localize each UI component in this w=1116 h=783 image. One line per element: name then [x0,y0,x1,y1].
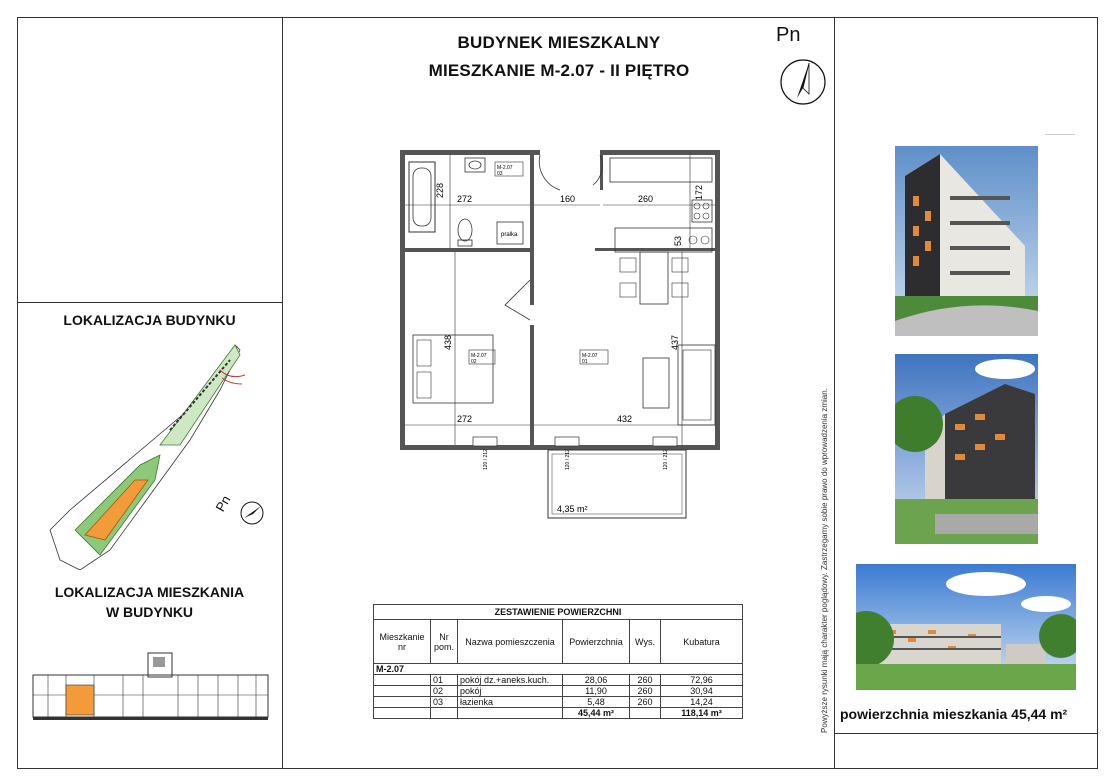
dim-kitchen-height-2: 53 [673,235,683,246]
building-location-title: LOKALIZACJA BUDYNKU [63,312,236,328]
window-1-label: 120 / 212 [483,449,489,470]
room-name: łazienka [458,697,563,708]
dim-bath-width: 272 [457,194,473,204]
total-area: 45,44 m² [563,708,630,719]
disclaimer-note: Powyższe rysunki mają charakter poglądowy. Zastrzegamy sobie prawo do wprowadzenia zmian. [820,388,829,733]
dim-bed-height: 438 [443,334,453,350]
table-row [374,686,743,697]
col-volume: Kubatura [661,620,743,664]
total-volume: 118,14 m³ [661,708,743,719]
table-row [374,675,743,686]
dim-hall-width: 160 [560,194,576,204]
window-2-label: 120 / 212 [565,449,571,470]
north-arrow-icon [779,58,827,106]
dim-living-width: 432 [617,414,633,424]
room-area: 28,06 [563,675,630,686]
balcony-area: 4,35 m² [557,504,588,514]
room-height: 260 [630,697,661,708]
room-tag-01: M-2.07 [582,353,598,359]
building-floor-key-plan [28,645,273,725]
room-height: 260 [630,675,661,686]
apartment-location-title-line2: W BUDYNKU [105,604,194,620]
room-volume: 72,96 [661,675,743,686]
room-tag-03-no: 03 [497,171,503,177]
room-name: pokój [458,686,563,697]
building-render-3 [856,564,1076,690]
room-no: 01 [431,675,458,686]
room-tag-02-no: 02 [471,359,477,365]
dim-bed-width: 272 [457,414,473,424]
table-row [374,697,743,708]
room-tag-01-no: 01 [582,359,588,365]
room-tag-03: M-2.07 [497,165,513,171]
site-north-arrow-icon [239,500,265,526]
site-plan [40,330,270,570]
col-room-name: Nazwa pomieszczenia [458,620,563,664]
page-title-line2: MIESZKANIE M-2.07 - II PIĘTRO [428,61,690,80]
room-name: pokój dz.+aneks.kuch. [458,675,563,686]
col-room-no: Nr pom. [431,620,458,664]
room-area: 11,90 [563,686,630,697]
col-area: Powierzchnia [563,620,630,664]
room-volume: 30,94 [661,686,743,697]
building-render-1 [895,146,1038,336]
room-volume: 14,24 [661,697,743,708]
room-no: 02 [431,686,458,697]
room-height: 260 [630,686,661,697]
left-divider [282,17,283,769]
col-apartment: Mieszkanie nr [374,620,431,664]
dim-bath-height: 228 [435,182,445,198]
page-title-line1: BUDYNEK MIESZKALNY [457,33,661,52]
apartment-id: M-2.07 [374,664,743,675]
apartment-location-title-line1: LOKALIZACJA MIESZKANIA [54,584,245,600]
areas-table-title: ZESTAWIENIE POWIERZCHNI [374,605,743,620]
right-bottom-divider [834,733,1098,734]
north-label: Pn [776,24,801,46]
building-render-2 [895,354,1038,544]
window-3-label: 120 / 212 [663,449,669,470]
room-tag-02: M-2.07 [471,353,487,359]
dim-living-height: 437 [670,334,680,350]
left-top-divider [17,302,282,303]
apartment-total-area: powierzchnia mieszkania 45,44 m² [840,706,1068,722]
right-divider [834,17,835,769]
room-no: 03 [431,697,458,708]
washer-label: pralka [501,232,518,238]
room-area: 5,48 [563,697,630,708]
site-north-label: Pn [212,492,234,515]
areas-table [373,604,743,719]
separator [1045,134,1075,135]
dim-kitchen-height: 172 [694,184,704,200]
dim-kitchen-width: 260 [638,194,654,204]
floor-plan [395,140,735,530]
col-height: Wys. [630,620,661,664]
